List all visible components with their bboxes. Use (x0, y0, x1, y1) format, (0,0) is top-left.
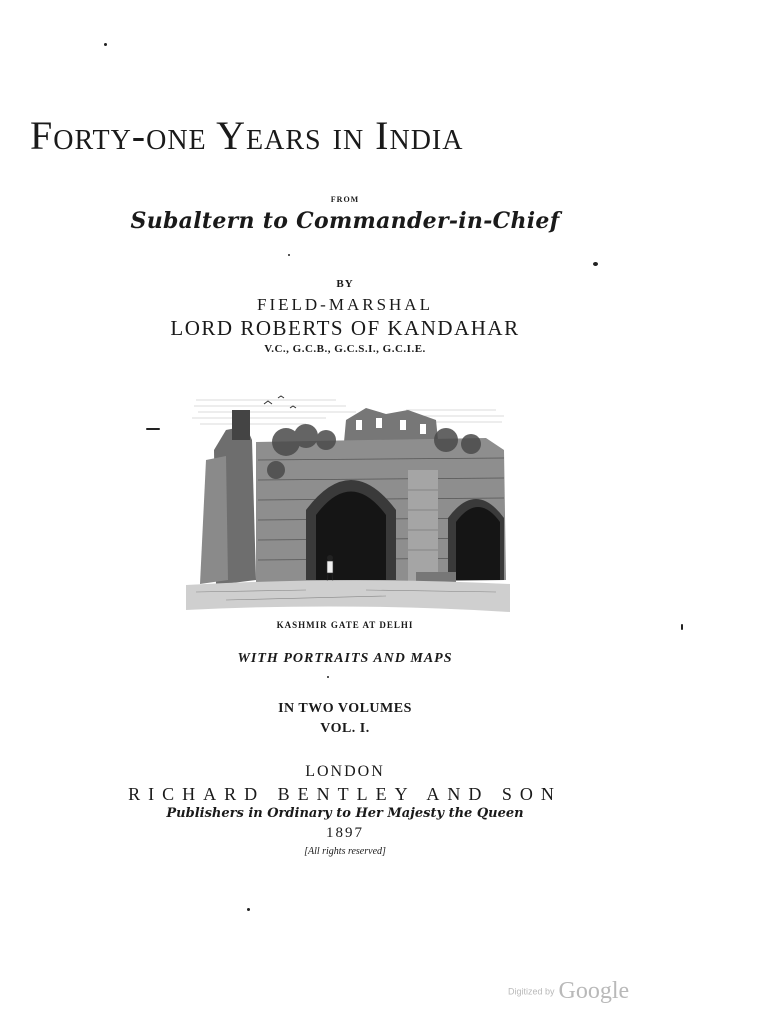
author-honours: V.C., G.C.B., G.C.S.I., G.C.I.E. (264, 343, 426, 355)
author-rank: FIELD-MARSHAL (257, 295, 433, 314)
google-logo: Google (558, 978, 630, 1004)
by-label: BY (336, 278, 354, 290)
scan-speck (681, 624, 683, 630)
book-title: Forty-one Years in India (30, 113, 464, 158)
illustration-caption: KASHMIR GATE AT DELHI (276, 620, 414, 630)
scan-speck (288, 254, 290, 256)
publisher-note: Publishers in Ordinary to Her Majesty the Queen (166, 806, 524, 821)
kashmir-gate-engraving (186, 380, 510, 612)
author-name: LORD ROBERTS OF KANDAHAR (170, 316, 520, 340)
publisher-name: RICHARD BENTLEY AND SON (128, 784, 562, 804)
publication-city: LONDON (305, 763, 385, 780)
scan-speck (104, 43, 107, 46)
from-label: from (330, 193, 360, 205)
scan-speck (247, 908, 250, 911)
volumes-note: IN TWO VOLUMES (278, 701, 412, 716)
scan-speck (593, 262, 598, 266)
digitized-prefix: Digitized by (508, 986, 555, 997)
portraits-note: WITH PORTRAITS AND MAPS (237, 651, 453, 666)
rights-notice: [All rights reserved] (304, 846, 386, 857)
book-subtitle: Subaltern to Commander-in-Chief (130, 208, 560, 234)
scan-speck (146, 428, 160, 430)
publication-year: 1897 (326, 825, 364, 841)
scan-speck (327, 676, 329, 678)
volume-number: VOL. I. (320, 721, 370, 736)
digitized-watermark (508, 978, 678, 1012)
